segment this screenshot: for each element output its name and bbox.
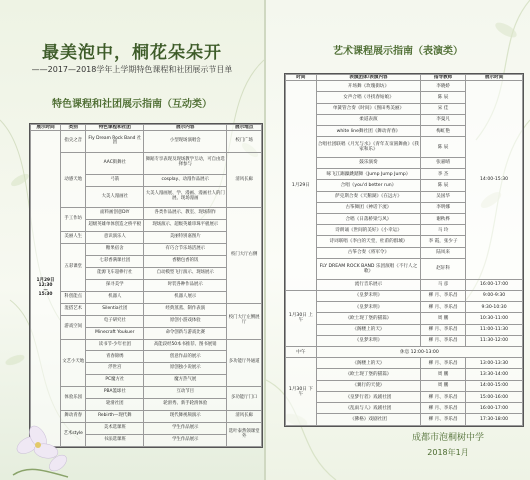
show-time-cell: 16:00-17:00 — [466, 279, 523, 290]
interactive-program-table — [29, 123, 263, 448]
act-cell: 《乱雨与人》戏剧社团 — [316, 403, 420, 414]
content-cell: 自动模型飞行演示、现场展示 — [144, 268, 227, 280]
table-row — [286, 324, 523, 335]
teacher-cell: 梅虹艳 — [421, 125, 466, 136]
act-cell: 《皇梦行者》戏剧社团 — [316, 391, 420, 402]
category-cell: 舞动青春 — [61, 411, 86, 423]
act-cell: 《欧土现丁堡的猫篇》 — [316, 313, 420, 324]
teacher-cell: 周 鹏 — [421, 369, 466, 380]
club-cell: 超级英雄单体创造之桥平板 — [86, 220, 144, 232]
category-cell: 指尖之音 — [61, 131, 86, 153]
place-cell: 清风长廊 — [227, 152, 262, 208]
teacher-cell: 陈 辰 — [421, 180, 466, 191]
table-row — [286, 302, 523, 313]
act-cell: 《皇梦未明》 — [316, 302, 420, 313]
act-cell: 古筝合奏《将军令》 — [316, 247, 420, 258]
footer-date: 2018年1月 — [427, 448, 469, 457]
show-time-cell: 17:30-18:00 — [466, 414, 523, 426]
table-row — [286, 380, 523, 391]
show-time-cell: 14:00-15:30 — [466, 81, 523, 280]
teacher-cell: 李 霞，张少子 — [421, 236, 466, 247]
school-name: 成都市泡桐树中学 — [411, 433, 484, 443]
table-row — [286, 313, 523, 324]
act-cell: 《翼行的天使》 — [316, 380, 420, 391]
table-row — [286, 358, 523, 369]
teacher-cell: 吴国华 — [421, 191, 466, 202]
teacher-cell: 赵轩科 — [421, 258, 466, 279]
category-cell: 五彩课堂 — [61, 244, 86, 292]
act-cell: 合唱社团联唱《月光与水》《青年友谊圆舞曲》《我家和乐》 — [316, 137, 420, 158]
table-row — [31, 131, 262, 153]
content-cell: 命令创新与游戏比赛 — [144, 327, 227, 339]
place-cell: 多功能厅外通道 — [227, 339, 262, 387]
content-cell: 各类作品展示、教室、现场制作 — [144, 208, 227, 220]
content-cell: 机器人展示 — [144, 291, 227, 303]
content-cell: 魔方热气展 — [144, 375, 227, 387]
club-cell: 能源飞车超棒行社 — [86, 268, 144, 280]
category-cell: 艺术style — [61, 423, 86, 447]
act-cell: 诗朗诵《世间的美好》《小幸运》 — [316, 225, 420, 236]
time-cell: 1月29日 12:30 — 15:30 — [31, 131, 61, 447]
flower-decoration-icon — [8, 415, 78, 480]
club-cell: 书法选课班 — [86, 434, 144, 446]
content-cell: 互动节目 — [144, 387, 227, 399]
act-cell: 《皇梦未明》 — [316, 290, 420, 301]
table-row — [31, 152, 262, 174]
act-cell: 合唱《you'd better run》 — [316, 180, 420, 191]
club-cell: 意识演乐人 — [86, 232, 144, 244]
teacher-cell: 李明娜 — [421, 202, 466, 213]
col-header-content: 展示内容 — [144, 125, 227, 131]
table-row — [286, 290, 523, 301]
club-cell: 弓箭 — [86, 174, 144, 186]
teacher-cell: 周 鹏 — [421, 313, 466, 324]
content-cell: 香糖包香的饭 — [144, 256, 227, 268]
club-cell: 机器人 — [86, 291, 144, 303]
show-time-cell: 13:30-14:00 — [466, 369, 523, 380]
club-cell: 读书节·少年社团 — [86, 339, 144, 351]
show-time-cell: 14:00-15:00 — [466, 380, 523, 391]
content-cell: 经典蒸蒸、制作表演 — [144, 303, 227, 315]
col-header-time: 时间 — [286, 75, 317, 81]
content-cell: 舞蹈专享表现及现场教学互动，可自由选择参与 — [144, 152, 227, 174]
left-panel — [0, 0, 264, 480]
date-cell: 1月30日 上午 — [286, 290, 317, 346]
table-row — [286, 335, 523, 346]
col-header-teacher: 指导教师 — [421, 75, 466, 81]
club-cell: PBA篮球社 — [86, 387, 144, 399]
club-cell: 浮世宫 — [86, 363, 144, 375]
content-cell: 现场演示、超级英雄串珠平板展示 — [144, 220, 227, 232]
show-time-cell: 16:00-17:00 — [466, 403, 523, 414]
teacher-cell: 柳 月、李乐昌 — [421, 302, 466, 313]
table-row — [286, 279, 523, 290]
col-header-category: 类别 — [61, 125, 86, 131]
place-cell: 选叶泰然领课堂外 — [227, 423, 262, 447]
show-time-cell: 13:00-13:30 — [466, 358, 523, 369]
act-cell: 合唱《日落桥梁与风》 — [316, 214, 420, 225]
col-header-time: 展示时间 — [31, 125, 61, 131]
category-cell: 混搭艺术 — [61, 303, 86, 315]
club-cell: 探寻美学 — [86, 279, 144, 291]
category-cell: 游戏空间 — [61, 315, 86, 339]
content-cell: 大美人漫画展、学、漫画、漫画社人的门展、现场漫画 — [144, 186, 227, 208]
left-table — [30, 124, 262, 447]
teacher-cell: 张嘉晴 — [421, 157, 466, 168]
show-time-cell: 10:30-11:00 — [466, 313, 523, 324]
act-cell: 开场舞《玫瑰街坊》 — [316, 81, 420, 92]
content-cell: 小型现场演唱会 — [144, 131, 227, 153]
left-section-title: 特色课程和社团展示指南（互动类） — [52, 99, 212, 110]
teacher-cell: 马 彦 — [421, 279, 466, 290]
category-cell: 科创能点 — [61, 291, 86, 303]
content-cell: 现代舞视频演示 — [144, 411, 227, 423]
act-cell: 柔道表演 — [316, 114, 420, 125]
teacher-cell: 柳 月、李乐昌 — [421, 414, 466, 426]
club-cell: 大美人漫画社 — [86, 186, 144, 208]
table-row — [286, 391, 523, 402]
teacher-cell: 柳 月、李乐昌 — [421, 324, 466, 335]
club-cell: Fly Dream Rock Band 社团 — [86, 131, 144, 153]
table-row — [286, 414, 523, 426]
teacher-cell: 柳 月、李乐昌 — [421, 335, 466, 346]
table-row — [286, 369, 523, 380]
teacher-cell: 周 鹏 — [421, 380, 466, 391]
show-time-cell: 11:00-11:30 — [466, 324, 523, 335]
teacher-cell: 李晓娇 — [421, 81, 466, 92]
club-cell: Silentia社团 — [86, 303, 144, 315]
teacher-cell: 柳 月、李乐昌 — [421, 358, 466, 369]
club-cell: 七彩香满课社团 — [86, 256, 144, 268]
teacher-cell: 李 杰 — [421, 169, 466, 180]
date-cell: 1月30日 下午 — [286, 358, 317, 426]
act-cell: 鼓乐演奏 — [316, 157, 420, 168]
content-cell: 原创独小说展示 — [144, 363, 227, 375]
act-cell: white line舞社团《舞动青春》 — [316, 125, 420, 136]
act-cell: FLY DREAM ROCK BAND 乐团演唱《不行人之歌》 — [316, 258, 420, 279]
act-cell: 《阁楼上的天》 — [316, 358, 420, 369]
act-cell: 流行音乐展示 — [316, 279, 420, 290]
teacher-cell: 李曼凡 — [421, 114, 466, 125]
teacher-cell: 柳 月、李乐昌 — [421, 290, 466, 301]
teacher-cell: 陈 辰 — [421, 92, 466, 103]
table-row — [31, 303, 262, 315]
content-cell: 美丽特别嘉图片 — [144, 232, 227, 244]
act-cell: 单簧管合奏《时间》《图田秀美丽》 — [316, 103, 420, 114]
table-row — [31, 208, 262, 220]
club-cell: 糖果宿舍 — [86, 244, 144, 256]
col-header-club: 特色课程和社团 — [86, 125, 144, 131]
act-cell: 萨克斯合奏《天鹅湖》《在远方》 — [316, 191, 420, 202]
date-cell: 中午 — [286, 346, 317, 357]
club-cell: Minecraft Youkuer — [86, 327, 144, 339]
act-cell: 啄飞江踢躁跳踏舞《Jump Jump Jump》 — [316, 169, 420, 180]
act-cell: 《阁楼上的天》 — [316, 324, 420, 335]
date-cell: 1月29日 — [286, 81, 317, 291]
club-cell: PC魔方社 — [86, 375, 144, 387]
content-cell: 创意作品的展示 — [144, 351, 227, 363]
place-cell: 校门大厅左侧展厅 — [227, 303, 262, 339]
page-subtitle: ——2017—2018学年上学期特色课程和社团展示节目单 — [31, 65, 233, 74]
content-cell: 原创小游戏体验 — [144, 315, 227, 327]
club-cell: 美术选课班 — [86, 423, 144, 435]
table-row — [286, 403, 523, 414]
content-cell: 学生作品展示 — [144, 434, 227, 446]
act-cell: 《欧土现丁堡的猫篇》 — [316, 369, 420, 380]
club-cell: Rebirth—现代舞 — [86, 411, 144, 423]
table-row — [31, 387, 262, 399]
place-cell: 清风长廊 — [227, 411, 262, 423]
content-cell: 学生作品展示 — [144, 423, 227, 435]
show-time-cell: 15:00-16:00 — [466, 391, 523, 402]
category-cell: 文艺小天地 — [61, 339, 86, 387]
teacher-cell: 陈 辰 — [421, 137, 466, 158]
table-row — [286, 346, 523, 357]
col-header-place: 展示地点 — [227, 125, 262, 131]
teacher-cell: 宋 佳 — [421, 103, 466, 114]
act-cell: 《佛格》戏剧社团 — [316, 414, 420, 426]
content-cell: 轮滑秀、新手轮滑体验 — [144, 399, 227, 411]
teacher-cell: 谢秋桦 — [421, 214, 466, 225]
club-cell: 轮滑社团 — [86, 399, 144, 411]
teacher-cell: 柳 月、李乐昌 — [421, 391, 466, 402]
content-cell: 有巧合节乐场活展示 — [144, 244, 227, 256]
act-cell: 女声合唱《寻找春姑娘》 — [316, 92, 420, 103]
table-row — [286, 81, 523, 92]
place-cell: 多功能厅门口 — [227, 387, 262, 411]
club-cell: AAC街舞社 — [86, 152, 144, 174]
club-cell: 青春锦绣 — [86, 351, 144, 363]
act-cell: 《皇梦未明》 — [316, 335, 420, 346]
teacher-cell: 陆凤来 — [421, 247, 466, 258]
performance-program-table — [284, 73, 524, 427]
place-cell: 校门广场 — [227, 131, 262, 153]
col-header-act: 表演团体/表演内容 — [316, 75, 420, 81]
club-cell: 电子研究社 — [86, 315, 144, 327]
page-title: 最美泡中，桐花朵朵开 — [42, 43, 222, 63]
table-row — [31, 339, 262, 351]
club-cell: 面料画创意DIY — [86, 208, 144, 220]
category-cell: 动感天地 — [61, 152, 86, 208]
teacher-cell: 柳 月、李乐昌 — [421, 403, 466, 414]
content-cell: 高能段经50本书推荐、图书展销 — [144, 339, 227, 351]
content-cell: cosplay、动漫作品展示 — [144, 174, 227, 186]
category-cell: 手工作坊 — [61, 208, 86, 232]
col-header-show-time: 展示时间 — [466, 75, 523, 81]
show-time-cell: 9:30-10:30 — [466, 302, 523, 313]
place-cell: 校门大厅右侧 — [227, 208, 262, 303]
right-panel — [266, 0, 530, 480]
act-cell: 古筝舞团《神话下流》 — [316, 202, 420, 213]
show-time-cell: 9:00-9:30 — [466, 290, 523, 301]
noon-cell: 休息 12:00-13:00 — [316, 346, 522, 357]
category-cell: 体验乐园 — [61, 387, 86, 411]
right-table — [285, 74, 523, 426]
teacher-cell: 马 玲 — [421, 225, 466, 236]
content-cell: 时装各种作品展示 — [144, 279, 227, 291]
show-time-cell: 11:30-12:00 — [466, 335, 523, 346]
act-cell: 诗词联唱《李白的天堂，杜甫的群城》 — [316, 236, 420, 247]
right-section-title: 艺术课程展示指南（表演类） — [333, 46, 463, 57]
category-cell: 美丽人生 — [61, 232, 86, 244]
